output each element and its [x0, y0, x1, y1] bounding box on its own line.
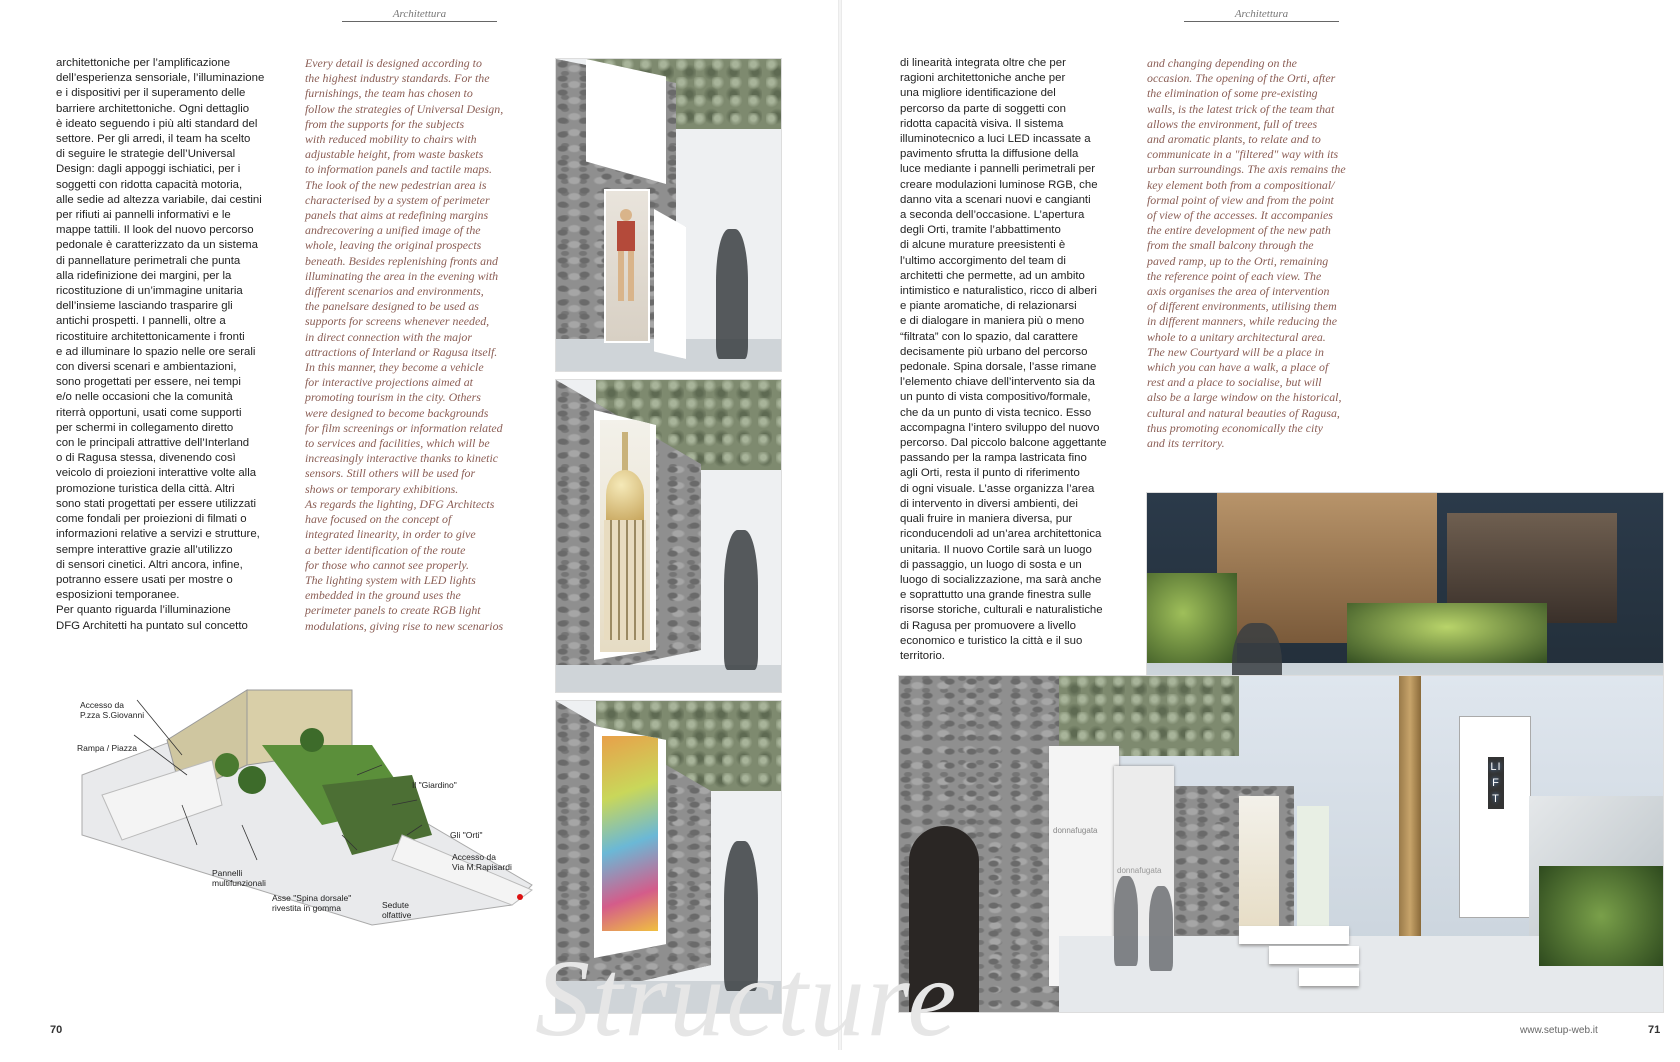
section-header-left: Architettura	[342, 8, 497, 22]
label-pannelli: Pannelli multifunzionali	[212, 868, 266, 888]
lift-sign: LIFT	[1488, 757, 1504, 809]
hedge	[1059, 676, 1239, 756]
page-number-left: 70	[50, 1024, 63, 1036]
dome-lantern	[622, 432, 628, 472]
night-garden	[1347, 603, 1547, 663]
label-accesso-rapisardi: Accesso da Via M.Rapisardi	[452, 852, 512, 872]
foreground-plant	[1539, 866, 1663, 966]
person-silhouette	[1114, 876, 1138, 966]
tree	[300, 728, 324, 752]
white-panel	[594, 726, 666, 958]
palm-trunk	[1399, 676, 1421, 936]
access-marker	[517, 894, 523, 900]
white-panel	[594, 410, 656, 660]
label-sedute: Sedute olfattive	[382, 900, 412, 920]
panel-brand-text: donnafugata	[1053, 826, 1098, 835]
left-page	[0, 0, 840, 1050]
green-panel	[1297, 806, 1329, 936]
section-header-right: Architettura	[1184, 8, 1339, 22]
label-accesso-sgiovanni: Accesso da P.zza S.Giovanni	[80, 700, 145, 720]
bench	[1269, 946, 1359, 964]
dome-poster	[600, 420, 650, 652]
poster-figure-leg	[628, 251, 634, 301]
body-text-english-left: Every detail is designed according to the highest industry standards. For the furnishings, the team has chosen to follow the strategies of Universal Design, from the supports for the subjects with reduced mobility to chairs with adjustable height, from waste baskets to information panels and tactile maps. The look of the new pedestrian area is characterised by a system of perimeter panels that aims at redefining margins andrecovering a unified image of the whole, leaving the original prospects beneath. Besides replenishing fronts and illuminating the area in the evening with different scenarios and environments, the panelsare designed to be used as supports for screens whenever needed, in direct connection with the major attractions of Interland or Ragusa itself. In this manner, they become a vehicle for interactive projections aimed at promoting tourism in the city. Others were designed to become backgrounds for film screenings or information related to services and facilities, which will be increasingly interactive thanks to kinetic sensors. Still others will be used for shows or temporary exhibitions. As regards the lighting, DFG Architects have focused on the concept of integrated linearity, in order to give a better identification of the route for those who cannot see properly. The lighting system with LED lights embedded in the ground uses the perimeter panels to create RGB light modulations, giving rise to new scenarios	[305, 56, 504, 633]
label-giardino: Il "Giardino"	[412, 780, 457, 790]
label-rampa-piazza: Rampa / Piazza	[77, 743, 137, 753]
page-number-right: 71	[1648, 1024, 1661, 1036]
render-day-courtyard	[898, 675, 1664, 1013]
dome-panel	[1239, 796, 1279, 936]
axonometric-diagram	[72, 685, 542, 935]
panel-brand-text: donnafugata	[1117, 866, 1162, 875]
person-silhouette	[724, 530, 758, 670]
dome-drum	[604, 520, 646, 640]
render-panel-dome	[555, 379, 782, 693]
poster-figure-body	[617, 221, 635, 251]
tree	[215, 753, 239, 777]
label-spina-dorsale: Asse "Spina dorsale" rivestita in gomma	[272, 893, 352, 913]
render-panel-skater	[555, 58, 782, 372]
night-tree	[1147, 573, 1237, 673]
dome-cupola	[606, 470, 644, 520]
body-text-italian-right: di linearità integrata oltre che per ragioni architettoniche anche per una migliore identificazione del percorso da parte di soggetti con ridotta capacità visiva. Il sistema illuminotecnico a luci LED incassate a pavimento sfrutta la diffusione della luce mediante i pannelli perimetrali per creare modulazioni luminose RGB, che danno vita a scenari nuovi e cangianti a seconda dell’occasione. L’apertura degli Orti, tramite l’abbattimento di alcune murature preesistenti è l’ultimo accorgimento del team di architetti che permette, ad un ambito intimistico e naturalistico, ricco di alberi e piante aromatiche, di relazionarsi e di dialogare in maniera più o meno “filtrata” con lo spazio, dal carattere decisamente più urbano del percorso pedonale. Spina dorsale, l’asse rimane l’elemento chiave dell’intervento sia da un punto di vista compositivo/formale, che da un punto di vista tecnico. Esso accompagna l’intero sviluppo del nuovo percorso. Dal piccolo balcone aggettante passando per la rampa lastricata fino agli Orti, resta il punto di riferimento di ogni visuale. L’asse organizza l’area di intervento in diversi ambienti, dei quali fruire in maniera diversa, pur riconducendoli ad un’area architettonica unitaria. Il nuovo Cortile sarà un luogo di passaggio, un luogo di sosta e un luogo di socializzazione, ma sarà anche e soprattutto una grande finestra sulle risorse storiche, culturali e naturalistiche di Ragusa per promuovere a livello economico e turistico la città e il suo territorio.	[900, 57, 1107, 662]
body-text-english-right: and changing depending on the occasion. The opening of the Orti, after the elimination of some pre-existing walls, is the latest trick of the team that allows the environment, full of trees and aromatic plants, to relate and to communicate in a "filtered" way with its urban surroundings. The axis remains the key element both from a compositional/ formal point of view and from the point of view of the accesses. It accompanies the entire development of the new path from the small balcony through the paved ramp, up to the Orti, remaining the reference point of each view. The axis organises the area of intervention of different environments, utilising them in different manners, while reducing the whole to a unitary architectural area. The new Courtyard will be a place in which you can have a walk, a place of rest and a place to socialise, but will also be a large window on the historical, cultural and natural beauties of Ragusa, thus promoting economically the city and its territory.	[1147, 56, 1346, 451]
label-orti: Gli "Orti"	[450, 830, 483, 840]
painting-poster	[602, 736, 658, 931]
bench	[1299, 968, 1359, 986]
bench	[1239, 926, 1349, 944]
website-url: www.setup-web.it	[1520, 1025, 1598, 1036]
person-silhouette	[716, 229, 748, 359]
lift-tower	[1459, 716, 1531, 918]
poster-figure-head	[620, 209, 632, 221]
structure-watermark: Structure	[535, 937, 959, 1059]
person-silhouette	[1149, 886, 1173, 971]
right-page	[840, 0, 1680, 1050]
body-text-italian-left: architettoniche per l’amplificazione dell’esperienza sensoriale, l’illuminazione e i dispositivi per il superamento delle barriere architettoniche. Ogni dettaglio è ideato seguendo i più alti standard del settore. Per gli arredi, il team ha scelto di seguire le strategie dell’Universal Design: dagli appoggi ischiatici, per i soggetti con ridotta capacità motoria, alle sedie ad altezza variabile, dai cestini per rifiuti ai pannelli informativi e le mappe tattili. Il look del nuovo percorso pedonale è caratterizzato da un sistema di pannellature perimetrali che punta alla ridefinizione dei margini, per la ricostituzione di un’immagine unitaria dell’insieme lasciando trasparire gli antichi prospetti. I pannelli, oltre a ricostituire architettonicamente i fronti e ad illuminare lo spazio nelle ore serali con diversi scenari e ambientazioni, sono progettati per essere, nei tempi e/o nelle occasioni che la comunità riterrà opportuni, usati come supporti per schermi in collegamento diretto con le principali attrattive dell’Interland o di Ragusa stessa, divenendo così veicolo di proiezioni interattive volte alla promozione turistica della città. Altri sono stati progettati per essere utilizzati come fondali per proiezioni di filmati o informazioni relative a servizi e strutture, sempre interattive grazie all’utilizzo di sensori cinetici. Altri ancora, infine, potranno essere usati per mostre o esposizioni temporanee. Per quanto riguarda l’illuminazione DFG Architetti ha puntato sul concetto	[56, 57, 265, 632]
skater-poster	[604, 189, 650, 343]
poster-figure-leg	[618, 251, 624, 301]
tree	[238, 766, 266, 794]
open-panel-door	[654, 209, 686, 359]
